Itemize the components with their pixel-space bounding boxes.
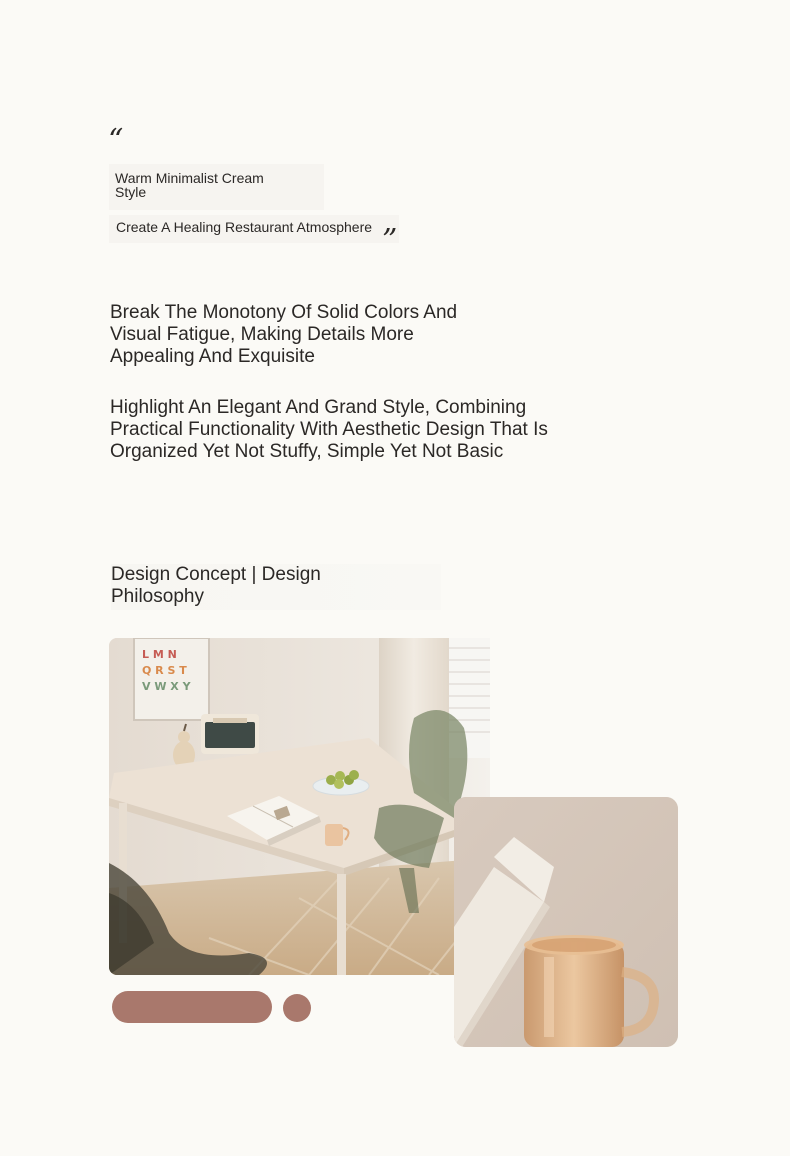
- style-tag: [109, 164, 324, 210]
- close-quote-mark: ”: [382, 223, 398, 258]
- accent-pill: [112, 991, 272, 1023]
- svg-text:Q R S T: Q R S T: [142, 664, 187, 677]
- dining-room-photo: [109, 638, 490, 975]
- svg-text:L M N: L M N: [142, 648, 177, 661]
- svg-text:V W X Y: V W X Y: [142, 680, 191, 693]
- intro-paragraph: Break The Monotony Of Solid Colors And Visual Fatigue, Making Details More Appealing And Exquisite: [110, 302, 458, 367]
- dining-room-illustration: [109, 638, 490, 975]
- style-paragraph: Highlight An Elegant And Grand Style, Combining Practical Functionality With Aesthetic Design That Is Organized Yet Not Stuffy, Simple Yet Not Basic: [110, 397, 548, 462]
- style-tag-label: Warm Minimalist Cream Style: [115, 170, 264, 200]
- accent-dot: [283, 994, 311, 1022]
- design-concept-heading: Design Concept | Design Philosophy: [111, 564, 321, 607]
- open-quote-mark: “: [108, 123, 124, 158]
- glass-cup-detail-photo: [454, 797, 678, 1047]
- design-concept-heading-box: [111, 564, 441, 610]
- atmosphere-tag-label: Create A Healing Restaurant Atmosphere: [116, 219, 373, 235]
- atmosphere-tag: [109, 215, 399, 243]
- glass-cup-illustration: [454, 797, 678, 1047]
